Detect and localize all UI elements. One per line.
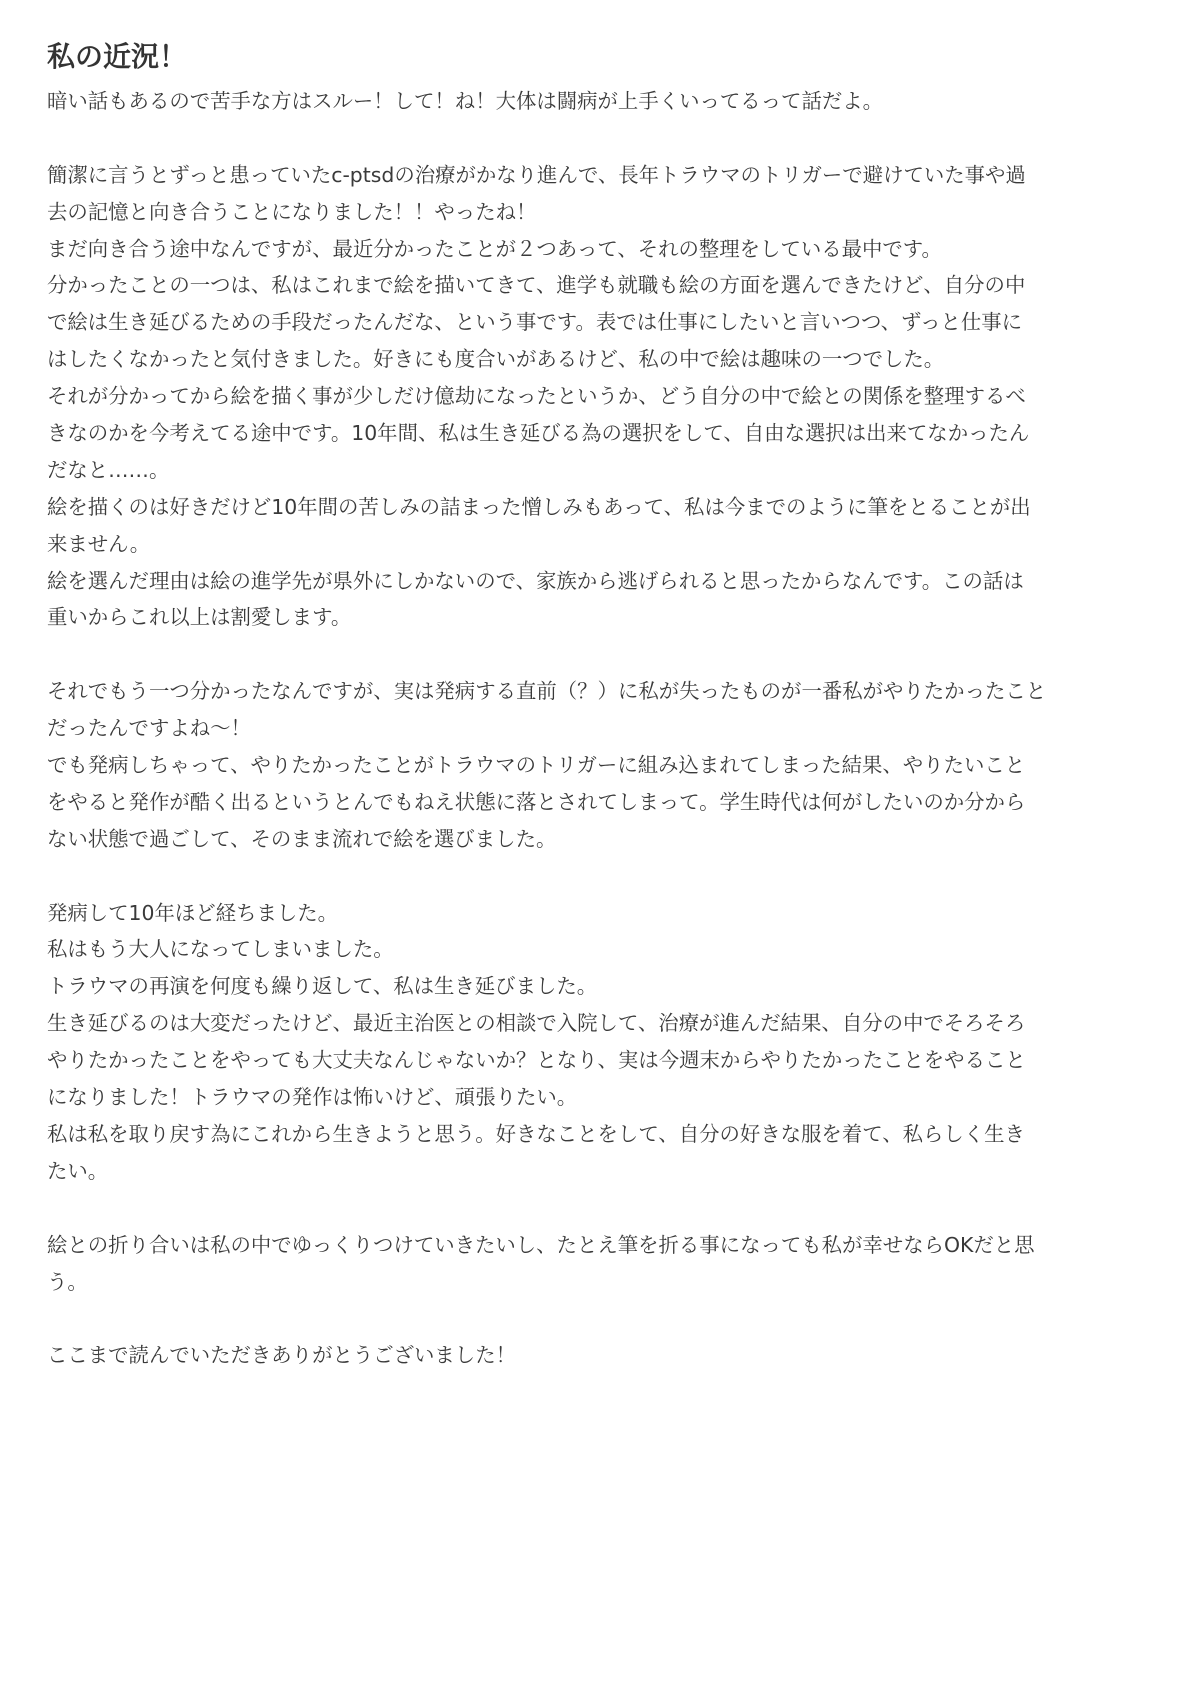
text-line: 簡潔に言うとずっと患っていたc-ptsdの治療がかなり進んで、長年トラウマのトリガーで避けていた事や過 xyxy=(47,162,1026,187)
text-line: まだ向き合う途中なんですが、最近分かったことが２つあって、それの整理をしている最中です。 xyxy=(47,236,942,261)
text-line: でも発病しちゃって、やりたかったことがトラウマのトリガーに組み込まれてしまった結果、やりたいこと xyxy=(47,753,1026,778)
text-line: う。 xyxy=(47,1269,88,1294)
text-line: それが分かってから絵を描く事が少しだけ億劫になったというか、どう自分の中で絵との関係を整理するべ xyxy=(47,384,1026,409)
paragraph-gap xyxy=(47,636,1151,673)
text-line: をやると発作が酷く出るというとんでもねえ状態に落とされてしまって。学生時代は何がしたいのか分から xyxy=(47,789,1026,814)
paragraph-gap xyxy=(47,1190,1151,1227)
body-text xyxy=(47,83,1151,1374)
text-line: 絵との折り合いは私の中でゆっくりつけていきたいし、たとえ筆を折る事になっても私が幸せならOKだと思 xyxy=(47,1232,1035,1257)
text-line: 絵を選んだ理由は絵の進学先が県外にしかないので、家族から逃げられると思ったからなんです。この話は xyxy=(47,568,1024,593)
text-line: 私はもう大人になってしまいました。 xyxy=(47,937,394,962)
text-line: 暗い話もあるので苦手な方はスルー！して！ね！大体は闘病が上手くいってるって話だよ。 xyxy=(47,89,884,113)
text-line: 絵を描くのは好きだけど10年間の苦しみの詰まった憎しみもあって、私は今までのように筆をとることが出 xyxy=(47,494,1031,519)
text-line: だったんですよね〜！ xyxy=(47,716,251,741)
text-line: それでもう一つ分かったなんですが、実は発病する直前（？）に私が失ったものが一番私がやりたかったこと xyxy=(47,679,1047,704)
page-title: 私の近況！ xyxy=(47,40,188,73)
text-line: たい。 xyxy=(47,1158,109,1183)
text-line: 私は私を取り戻す為にこれから生きようと思う。好きなことをして、自分の好きな服を着て、私らしく生き xyxy=(47,1121,1025,1146)
text-line: ない状態で過ごして、そのまま流れで絵を選びました。 xyxy=(47,826,557,851)
text-line: 去の記憶と向き合うことになりました！！やったね！ xyxy=(47,199,537,224)
text-line: 来ません。 xyxy=(47,531,151,556)
text-line: やりたかったことをやっても大丈夫なんじゃないか？となり、実は今週末からやりたかったことをやること xyxy=(47,1048,1026,1073)
text-line: になりました！トラウマの発作は怖いけど、頑張りたい。 xyxy=(47,1085,578,1110)
text-line: 発病して10年ほど経ちました。 xyxy=(47,900,339,925)
document-page xyxy=(47,32,1151,1374)
text-line: で絵は生き延びるための手段だったんだな、という事です。表では仕事にしたいと言いつつ、ずっと仕事に xyxy=(47,310,1023,335)
text-line: きなのかを今考えてる途中です。10年間、私は生き延びる為の選択をして、自由な選択は出来てなかったん xyxy=(47,421,1030,446)
text-line: トラウマの再演を何度も繰り返して、私は生き延びました。 xyxy=(47,974,598,999)
text-line: はしたくなかったと気付きました。好きにも度合いがあるけど、私の中で絵は趣味の一つでした。 xyxy=(47,347,945,372)
paragraph-gap xyxy=(47,120,1151,157)
paragraph-gap xyxy=(47,1300,1151,1337)
text-line: だなと……。 xyxy=(47,457,170,482)
text-line: 生き延びるのは大変だったけど、最近主治医との相談で入院して、治療が進んだ結果、自分の中でそろそろ xyxy=(47,1011,1026,1036)
text-line: 分かったことの一つは、私はこれまで絵を描いてきて、進学も就職も絵の方面を選んできたけど、自分の中 xyxy=(47,273,1026,298)
text-line: ここまで読んでいただきありがとうございました！ xyxy=(47,1343,516,1368)
paragraph-gap xyxy=(47,858,1151,895)
text-line: 重いからこれ以上は割愛します。 xyxy=(47,605,352,630)
